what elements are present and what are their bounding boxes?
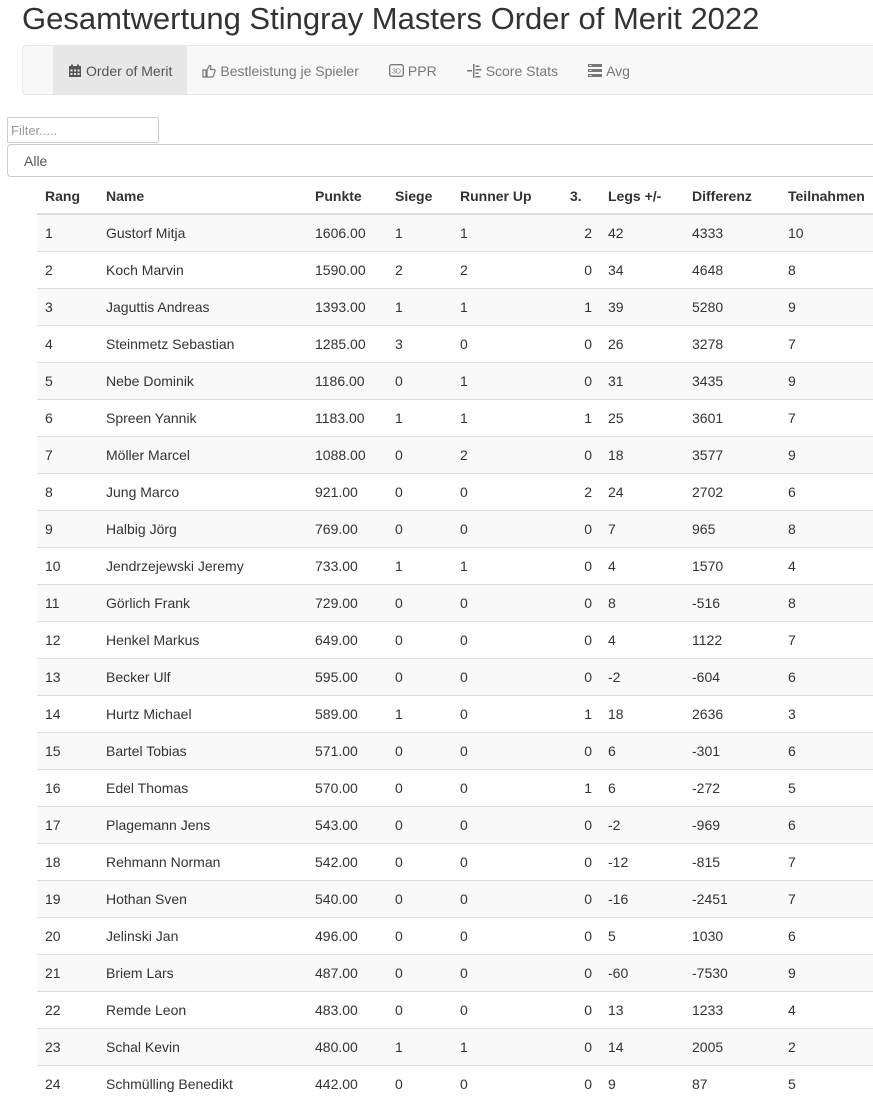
cell-name: Edel Thomas xyxy=(98,770,307,807)
cell-name: Hothan Sven xyxy=(98,881,307,918)
cell-teilnahmen: 9 xyxy=(780,289,873,326)
cell-dritter: 0 xyxy=(562,844,600,881)
cell-legs: 39 xyxy=(600,289,684,326)
cell-dritter: 0 xyxy=(562,1066,600,1102)
cell-dritter: 0 xyxy=(562,363,600,400)
cell-legs: 34 xyxy=(600,252,684,289)
cell-rang: 9 xyxy=(37,511,98,548)
cell-dritter: 2 xyxy=(562,474,600,511)
cell-dritter: 0 xyxy=(562,437,600,474)
cell-teilnahmen: 5 xyxy=(780,1066,873,1102)
score-stats-icon xyxy=(467,64,482,78)
cell-differenz: 965 xyxy=(684,511,780,548)
cell-dritter: 2 xyxy=(562,214,600,252)
cell-runner-up: 0 xyxy=(452,659,562,696)
cell-teilnahmen: 7 xyxy=(780,326,873,363)
cell-teilnahmen: 4 xyxy=(780,548,873,585)
cell-runner-up: 1 xyxy=(452,289,562,326)
cell-rang: 24 xyxy=(37,1066,98,1102)
cell-differenz: 3601 xyxy=(684,400,780,437)
cell-rang: 3 xyxy=(37,289,98,326)
table-row xyxy=(37,733,873,770)
cell-dritter: 0 xyxy=(562,548,600,585)
cell-punkte: 1186.00 xyxy=(307,363,387,400)
tab-order-of-merit[interactable] xyxy=(53,46,187,95)
list-icon xyxy=(588,64,602,77)
cell-rang: 6 xyxy=(37,400,98,437)
cell-name: Henkel Markus xyxy=(98,622,307,659)
cell-teilnahmen: 7 xyxy=(780,881,873,918)
cell-name: Hurtz Michael xyxy=(98,696,307,733)
cell-dritter: 1 xyxy=(562,770,600,807)
table-row xyxy=(37,1066,873,1102)
cell-runner-up: 1 xyxy=(452,214,562,252)
cell-runner-up: 0 xyxy=(452,918,562,955)
table-row xyxy=(37,844,873,881)
cell-dritter: 0 xyxy=(562,1029,600,1066)
table-row xyxy=(37,252,873,289)
cell-rang: 4 xyxy=(37,326,98,363)
cell-siege: 0 xyxy=(387,881,452,918)
table-row xyxy=(37,363,873,400)
cell-punkte: 1183.00 xyxy=(307,400,387,437)
cell-name: Bartel Tobias xyxy=(98,733,307,770)
cell-name: Rehmann Norman xyxy=(98,844,307,881)
cell-runner-up: 2 xyxy=(452,252,562,289)
cell-runner-up: 0 xyxy=(452,622,562,659)
cell-siege: 0 xyxy=(387,770,452,807)
cell-rang: 12 xyxy=(37,622,98,659)
cell-differenz: -7530 xyxy=(684,955,780,992)
table-row xyxy=(37,585,873,622)
cell-dritter: 0 xyxy=(562,992,600,1029)
cell-siege: 0 xyxy=(387,585,452,622)
cell-dritter: 0 xyxy=(562,918,600,955)
cell-differenz: 4648 xyxy=(684,252,780,289)
calendar-icon xyxy=(68,64,82,78)
table-row xyxy=(37,696,873,733)
svg-text:3D: 3D xyxy=(392,68,401,75)
cell-dritter: 0 xyxy=(562,733,600,770)
cell-runner-up: 0 xyxy=(452,955,562,992)
cell-siege: 0 xyxy=(387,844,452,881)
cell-siege: 1 xyxy=(387,696,452,733)
cell-siege: 0 xyxy=(387,659,452,696)
cell-dritter: 0 xyxy=(562,252,600,289)
cell-name: Becker Ulf xyxy=(98,659,307,696)
cell-siege: 0 xyxy=(387,992,452,1029)
cell-legs: 31 xyxy=(600,363,684,400)
cell-punkte: 543.00 xyxy=(307,807,387,844)
cell-siege: 1 xyxy=(387,1029,452,1066)
cell-dritter: 0 xyxy=(562,881,600,918)
cell-punkte: 729.00 xyxy=(307,585,387,622)
filter-input[interactable] xyxy=(7,117,159,143)
cell-differenz: 1570 xyxy=(684,548,780,585)
table-row xyxy=(37,214,873,252)
cell-legs: 18 xyxy=(600,696,684,733)
cell-runner-up: 0 xyxy=(452,696,562,733)
cell-rang: 22 xyxy=(37,992,98,1029)
table-row xyxy=(37,807,873,844)
cell-differenz: -604 xyxy=(684,659,780,696)
cell-runner-up: 1 xyxy=(452,548,562,585)
table-row xyxy=(37,511,873,548)
cell-differenz: 1233 xyxy=(684,992,780,1029)
cell-dritter: 1 xyxy=(562,696,600,733)
header-legs[interactable]: Legs +/- xyxy=(600,178,684,214)
cell-dritter: 0 xyxy=(562,326,600,363)
header-dritter[interactable]: 3. xyxy=(562,178,600,214)
cell-siege: 2 xyxy=(387,252,452,289)
cell-teilnahmen: 8 xyxy=(780,252,873,289)
cell-legs: 6 xyxy=(600,733,684,770)
cell-name: Koch Marvin xyxy=(98,252,307,289)
cell-legs: 8 xyxy=(600,585,684,622)
cell-punkte: 571.00 xyxy=(307,733,387,770)
cell-name: Schal Kevin xyxy=(98,1029,307,1066)
cell-dritter: 1 xyxy=(562,289,600,326)
cell-punkte: 442.00 xyxy=(307,1066,387,1102)
page-title: Gesamtwertung Stingray Masters Order of Merit 2022 xyxy=(22,0,759,38)
table-row xyxy=(37,1029,873,1066)
cell-rang: 5 xyxy=(37,363,98,400)
cell-differenz: 1122 xyxy=(684,622,780,659)
table-row xyxy=(37,659,873,696)
cell-legs: -2 xyxy=(600,807,684,844)
cell-runner-up: 0 xyxy=(452,807,562,844)
header-runner-up[interactable]: Runner Up xyxy=(452,178,562,214)
cell-rang: 10 xyxy=(37,548,98,585)
cell-legs: -60 xyxy=(600,955,684,992)
cell-teilnahmen: 7 xyxy=(780,622,873,659)
cell-name: Briem Lars xyxy=(98,955,307,992)
table-row xyxy=(37,400,873,437)
cell-dritter: 0 xyxy=(562,511,600,548)
tab-avg[interactable] xyxy=(573,46,645,95)
cell-siege: 0 xyxy=(387,622,452,659)
tab-score-stats[interactable] xyxy=(452,46,573,95)
cell-dritter: 0 xyxy=(562,807,600,844)
standings-table xyxy=(37,178,873,1102)
cell-siege: 0 xyxy=(387,511,452,548)
cell-siege: 0 xyxy=(387,474,452,511)
cell-legs: 7 xyxy=(600,511,684,548)
tab-ppr[interactable] xyxy=(374,46,452,95)
cell-dritter: 0 xyxy=(562,622,600,659)
table-row xyxy=(37,992,873,1029)
cell-rang: 18 xyxy=(37,844,98,881)
cell-punkte: 769.00 xyxy=(307,511,387,548)
header-punkte[interactable]: Punkte xyxy=(307,178,387,214)
cell-differenz: -272 xyxy=(684,770,780,807)
table-row xyxy=(37,289,873,326)
cell-teilnahmen: 5 xyxy=(780,770,873,807)
cell-name: Jung Marco xyxy=(98,474,307,511)
cell-dritter: 0 xyxy=(562,659,600,696)
table-row xyxy=(37,770,873,807)
tab-label: Score Stats xyxy=(486,63,558,79)
cell-teilnahmen: 6 xyxy=(780,659,873,696)
header-name[interactable]: Name xyxy=(98,178,307,214)
cell-punkte: 921.00 xyxy=(307,474,387,511)
cell-differenz: 4333 xyxy=(684,214,780,252)
table-header-row xyxy=(37,178,873,214)
cell-runner-up: 1 xyxy=(452,400,562,437)
cell-name: Möller Marcel xyxy=(98,437,307,474)
cell-runner-up: 1 xyxy=(452,1029,562,1066)
cell-punkte: 1393.00 xyxy=(307,289,387,326)
cell-runner-up: 0 xyxy=(452,881,562,918)
cell-siege: 3 xyxy=(387,326,452,363)
cell-legs: 26 xyxy=(600,326,684,363)
cell-punkte: 649.00 xyxy=(307,622,387,659)
header-differenz[interactable]: Differenz xyxy=(684,178,780,214)
cell-runner-up: 0 xyxy=(452,326,562,363)
cell-legs: -16 xyxy=(600,881,684,918)
tab-label: Avg xyxy=(606,63,630,79)
cell-punkte: 1285.00 xyxy=(307,326,387,363)
cell-differenz: -301 xyxy=(684,733,780,770)
cell-rang: 16 xyxy=(37,770,98,807)
cell-differenz: -815 xyxy=(684,844,780,881)
cell-punkte: 540.00 xyxy=(307,881,387,918)
cell-rang: 23 xyxy=(37,1029,98,1066)
tab-label: PPR xyxy=(408,63,437,79)
cell-punkte: 589.00 xyxy=(307,696,387,733)
cell-legs: 18 xyxy=(600,437,684,474)
cell-teilnahmen: 10 xyxy=(780,214,873,252)
table-row xyxy=(37,881,873,918)
tab-label: Bestleistung je Spieler xyxy=(220,63,359,79)
header-siege[interactable]: Siege xyxy=(387,178,452,214)
cell-siege: 1 xyxy=(387,214,452,252)
cell-rang: 7 xyxy=(37,437,98,474)
cell-legs: 14 xyxy=(600,1029,684,1066)
cell-teilnahmen: 6 xyxy=(780,733,873,770)
cell-runner-up: 0 xyxy=(452,733,562,770)
cell-legs: 42 xyxy=(600,214,684,252)
cell-legs: 13 xyxy=(600,992,684,1029)
cell-teilnahmen: 2 xyxy=(780,1029,873,1066)
cell-punkte: 496.00 xyxy=(307,918,387,955)
cell-legs: 9 xyxy=(600,1066,684,1102)
cell-rang: 21 xyxy=(37,955,98,992)
cell-runner-up: 0 xyxy=(452,1066,562,1102)
cell-punkte: 542.00 xyxy=(307,844,387,881)
cell-name: Halbig Jörg xyxy=(98,511,307,548)
cell-dritter: 1 xyxy=(562,400,600,437)
cell-siege: 0 xyxy=(387,363,452,400)
cell-legs: 4 xyxy=(600,548,684,585)
cell-differenz: 3435 xyxy=(684,363,780,400)
cell-punkte: 487.00 xyxy=(307,955,387,992)
cell-siege: 1 xyxy=(387,548,452,585)
thumbs-up-icon xyxy=(202,64,216,78)
cell-name: Gustorf Mitja xyxy=(98,214,307,252)
cell-punkte: 483.00 xyxy=(307,992,387,1029)
category-select[interactable]: Alle xyxy=(7,144,873,177)
cell-differenz: -516 xyxy=(684,585,780,622)
cell-rang: 1 xyxy=(37,214,98,252)
cell-teilnahmen: 4 xyxy=(780,992,873,1029)
cell-teilnahmen: 9 xyxy=(780,955,873,992)
cell-teilnahmen: 6 xyxy=(780,474,873,511)
cell-punkte: 570.00 xyxy=(307,770,387,807)
cell-punkte: 1606.00 xyxy=(307,214,387,252)
cell-dritter: 0 xyxy=(562,585,600,622)
cell-differenz: 5280 xyxy=(684,289,780,326)
cell-runner-up: 0 xyxy=(452,511,562,548)
cell-differenz: 3278 xyxy=(684,326,780,363)
cell-rang: 14 xyxy=(37,696,98,733)
cell-differenz: 2636 xyxy=(684,696,780,733)
cell-siege: 0 xyxy=(387,807,452,844)
cell-teilnahmen: 3 xyxy=(780,696,873,733)
navbar xyxy=(22,45,873,95)
cell-punkte: 733.00 xyxy=(307,548,387,585)
cell-rang: 15 xyxy=(37,733,98,770)
table-row xyxy=(37,326,873,363)
nav-tabs xyxy=(53,46,645,96)
cell-name: Nebe Dominik xyxy=(98,363,307,400)
cell-differenz: 2005 xyxy=(684,1029,780,1066)
table-row xyxy=(37,548,873,585)
cell-teilnahmen: 8 xyxy=(780,585,873,622)
cell-siege: 1 xyxy=(387,400,452,437)
cell-teilnahmen: 7 xyxy=(780,400,873,437)
cell-runner-up: 0 xyxy=(452,844,562,881)
cell-legs: -12 xyxy=(600,844,684,881)
cell-name: Schmülling Benedikt xyxy=(98,1066,307,1102)
cell-siege: 0 xyxy=(387,733,452,770)
cell-rang: 2 xyxy=(37,252,98,289)
cell-rang: 17 xyxy=(37,807,98,844)
cell-runner-up: 0 xyxy=(452,585,562,622)
cell-legs: 5 xyxy=(600,918,684,955)
cell-siege: 0 xyxy=(387,1066,452,1102)
cell-rang: 8 xyxy=(37,474,98,511)
table-body xyxy=(37,214,873,1102)
cell-punkte: 1590.00 xyxy=(307,252,387,289)
cell-siege: 0 xyxy=(387,437,452,474)
cell-teilnahmen: 8 xyxy=(780,511,873,548)
cell-differenz: 1030 xyxy=(684,918,780,955)
cell-legs: 6 xyxy=(600,770,684,807)
cell-rang: 20 xyxy=(37,918,98,955)
cell-legs: 4 xyxy=(600,622,684,659)
cell-dritter: 0 xyxy=(562,955,600,992)
tab-label: Order of Merit xyxy=(86,63,172,79)
cell-name: Jaguttis Andreas xyxy=(98,289,307,326)
table-row xyxy=(37,918,873,955)
cell-rang: 19 xyxy=(37,881,98,918)
cell-teilnahmen: 9 xyxy=(780,363,873,400)
cell-name: Spreen Yannik xyxy=(98,400,307,437)
cell-legs: 24 xyxy=(600,474,684,511)
cell-rang: 13 xyxy=(37,659,98,696)
cell-legs: -2 xyxy=(600,659,684,696)
cell-punkte: 1088.00 xyxy=(307,437,387,474)
cell-siege: 0 xyxy=(387,955,452,992)
cell-differenz: 87 xyxy=(684,1066,780,1102)
cell-runner-up: 0 xyxy=(452,992,562,1029)
cell-teilnahmen: 6 xyxy=(780,918,873,955)
header-teilnahmen[interactable]: Teilnahmen xyxy=(780,178,873,214)
cell-differenz: -2451 xyxy=(684,881,780,918)
cell-teilnahmen: 9 xyxy=(780,437,873,474)
tab-bestleistung-je-spieler[interactable] xyxy=(187,46,374,95)
cell-runner-up: 1 xyxy=(452,363,562,400)
cell-name: Steinmetz Sebastian xyxy=(98,326,307,363)
cell-differenz: 2702 xyxy=(684,474,780,511)
table-row xyxy=(37,474,873,511)
cell-name: Remde Leon xyxy=(98,992,307,1029)
cell-name: Görlich Frank xyxy=(98,585,307,622)
cell-name: Plagemann Jens xyxy=(98,807,307,844)
cell-name: Jendrzejewski Jeremy xyxy=(98,548,307,585)
cell-runner-up: 0 xyxy=(452,474,562,511)
cell-punkte: 595.00 xyxy=(307,659,387,696)
cell-differenz: 3577 xyxy=(684,437,780,474)
cell-siege: 0 xyxy=(387,918,452,955)
cell-legs: 25 xyxy=(600,400,684,437)
cell-siege: 1 xyxy=(387,289,452,326)
table-row xyxy=(37,622,873,659)
cell-differenz: -969 xyxy=(684,807,780,844)
cell-runner-up: 0 xyxy=(452,770,562,807)
cell-runner-up: 2 xyxy=(452,437,562,474)
header-rang[interactable]: Rang xyxy=(37,178,98,214)
cell-teilnahmen: 6 xyxy=(780,807,873,844)
table-row xyxy=(37,437,873,474)
cell-name: Jelinski Jan xyxy=(98,918,307,955)
cell-teilnahmen: 7 xyxy=(780,844,873,881)
cell-rang: 11 xyxy=(37,585,98,622)
cell-punkte: 480.00 xyxy=(307,1029,387,1066)
table-row xyxy=(37,955,873,992)
ppr-icon xyxy=(389,64,404,77)
